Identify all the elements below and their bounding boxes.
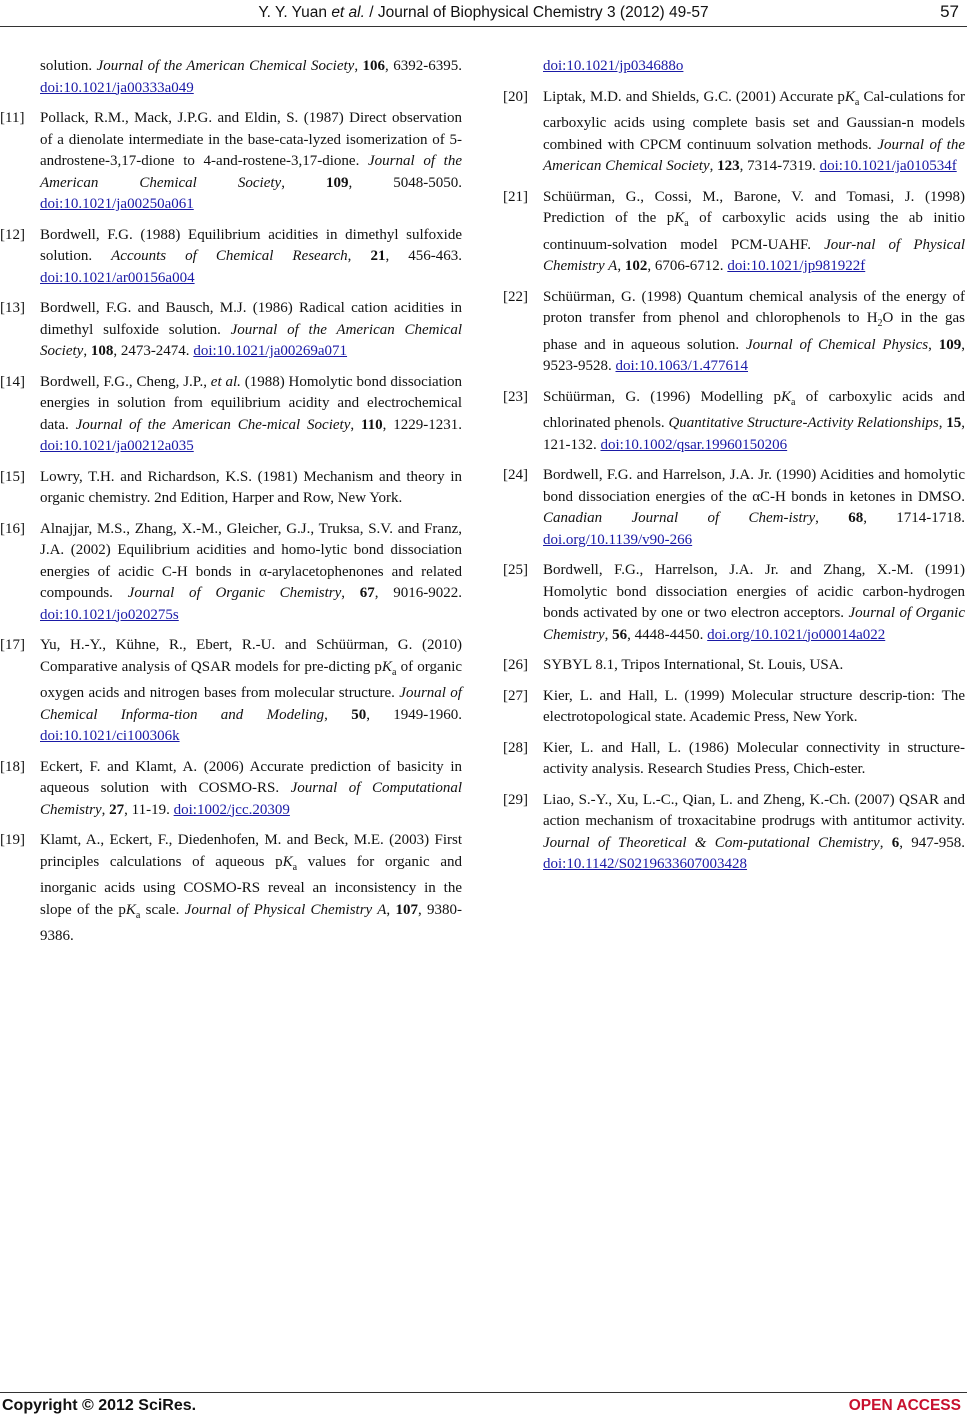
open-access-label: OPEN ACCESS [848, 1397, 961, 1414]
reference-text: Schüürman, G. (1998) Quantum chemical analysis of the energy of proton transfer from phenol and chlorophenols to H [543, 288, 965, 326]
reference-text: , [617, 258, 625, 274]
reference-entry [503, 87, 966, 178]
italic-text: K [674, 210, 685, 226]
reference-text: , 7314-7319. [739, 158, 820, 174]
reference-number: [27] [503, 687, 528, 704]
reference-text: of carboxylic acids using the ab initio continuum-solvation model PCM-UAHF. [543, 210, 965, 253]
subscript: a [391, 666, 397, 678]
reference-text: , [604, 626, 613, 643]
doi-link[interactable]: doi:10.1142/S0219633607003428 [543, 856, 748, 872]
reference-number: [28] [503, 739, 528, 756]
reference-text: Bordwell, F.G. and Harrelson, J.A. Jr. (1990) Acidities and homolytic bond dissociation energies of the αC-H bonds in ketones in DMSO. [543, 467, 965, 505]
reference-text: , 11-19. [124, 801, 174, 818]
left-column [0, 56, 463, 957]
reference-text: Cal-culations for carboxylic acids using complete basis set and Gaussian-n models combined with CPCM continuum solvation methods. [543, 88, 966, 153]
volume-number: 56 [612, 626, 628, 643]
italic-text: Journal of Theoretical & Com-putational Chemistry [543, 834, 880, 851]
doi-link[interactable]: doi:10.1021/ci100306k [40, 728, 180, 744]
doi-link[interactable]: doi:10.1021/jp981922f [727, 258, 866, 274]
reference-text: of carboxylic acids and chlorinated phenols. [543, 388, 966, 431]
volume-number: 21 [370, 248, 386, 264]
reference-entry [543, 56, 965, 78]
doi-link[interactable]: doi.org/10.1139/v90-266 [543, 531, 693, 548]
doi-link[interactable]: doi:10.1021/ja00333a049 [40, 79, 194, 96]
doi-link[interactable]: doi:10.1021/ar00156a004 [40, 269, 195, 286]
reference-entry [503, 738, 965, 781]
reference-entry [503, 790, 966, 876]
reference-text: , 121-132. [543, 415, 965, 453]
volume-number: 102 [624, 258, 648, 274]
reference-text: Liao, S.-Y., Xu, L.-C., Qian, L. and Zheng, K.-Ch. (2007) QSAR and action mechanism of troxacitabine prodrugs with antitumor activity. [543, 791, 965, 829]
italic-text: Journal of Organic Chemistry [127, 585, 342, 601]
reference-entry [0, 298, 463, 363]
reference-text: , [281, 174, 326, 191]
doi-link[interactable]: doi:1002/jcc.20309 [173, 801, 290, 818]
volume-number: 107 [395, 901, 418, 918]
right-column [503, 56, 966, 885]
reference-text: , [879, 834, 892, 851]
reference-text: , [347, 248, 371, 264]
italic-text: K [844, 88, 855, 105]
volume-number: 109 [325, 174, 349, 191]
reference-text: Klamt, A., Eckert, F., Diedenhofen, M. and Beck, M.E. (2003) First principles calculations of aqueous p [40, 832, 462, 870]
italic-text: Journal of Chemical Physics [745, 336, 929, 353]
reference-text: of organic oxygen acids and nitrogen bases from molecular structure. [40, 658, 463, 701]
volume-number: 108 [90, 343, 114, 359]
reference-text: , 4448-4450. [627, 626, 708, 643]
reference-number: [16] [0, 520, 25, 537]
italic-text: Jour-nal of Physical Chemistry A [543, 236, 965, 274]
reference-entry [503, 560, 965, 646]
reference-entry [40, 56, 462, 99]
page-number: 57 [940, 2, 959, 21]
subscript: 2 [877, 318, 883, 329]
reference-number: [25] [503, 562, 528, 578]
italic-text: K [780, 388, 791, 405]
doi-link[interactable]: doi:10.1021/ja010534f [819, 158, 957, 174]
reference-text: Schüürman, G. (1996) Modelling p [543, 388, 781, 405]
doi-link[interactable]: doi:10.1021/jp034688o [543, 58, 684, 74]
subscript: a [135, 909, 141, 921]
reference-text: , [709, 158, 718, 174]
reference-text: Lowry, T.H. and Richardson, K.S. (1981) Mechanism and theory in organic chemistry. 2nd Edition, Harper and Row, New York. [40, 468, 462, 506]
italic-text: K [125, 901, 136, 918]
doi-link[interactable]: doi:10.1021/ja00250a061 [40, 196, 194, 212]
doi-link[interactable]: doi:10.1021/ja00269a071 [193, 343, 348, 359]
subscript: a [854, 96, 860, 108]
reference-text: , 2473-2474. [113, 343, 194, 359]
reference-text: , 456-463. [385, 248, 463, 264]
running-head-etal: et al. [331, 4, 365, 21]
italic-text: Journal of Organic Chemistry [543, 605, 965, 643]
italic-text: Journal of the American Chemical Society [40, 153, 462, 191]
reference-entry [503, 187, 965, 278]
reference-text: , 6392-6395. [385, 58, 462, 74]
reference-text: , [101, 801, 110, 818]
reference-number: [19] [0, 832, 25, 848]
reference-text: Yu, H.-Y., Kühne, R., Ebert, R.-U. and Schüürman, G. (2010) Comparative analysis of QSAR models for pre-dicting p [40, 637, 462, 675]
reference-entry [0, 372, 463, 458]
reference-text: , 1229-1231. [382, 416, 463, 433]
reference-number: [15] [0, 468, 25, 485]
subscript: a [790, 396, 796, 408]
copyright-notice: Copyright © 2012 SciRes. [2, 1397, 197, 1414]
italic-text: K [381, 658, 392, 675]
italic-text: Journal of the American Chemical Society [96, 58, 355, 74]
reference-entry [503, 655, 965, 677]
italic-text: Quantitative Structure-Activity Relationships [668, 415, 939, 431]
italic-text: Accounts of Chemical Research [111, 248, 348, 264]
italic-text: Journal of the American Che-mical Society [75, 416, 351, 433]
reference-number: [24] [503, 467, 528, 483]
italic-text: Journal of Chemical Informa-tion and Modeling [40, 685, 462, 723]
reference-text: Bordwell, F.G., Cheng, J.P., [40, 373, 211, 390]
volume-number: 123 [717, 158, 740, 174]
volume-number: 27 [109, 801, 125, 818]
reference-number: [26] [503, 657, 528, 673]
italic-text: et al. [210, 373, 241, 390]
reference-text: , 947-958. [899, 834, 966, 851]
reference-number: [18] [0, 758, 25, 775]
doi-link[interactable]: doi:10.1063/1.477614 [615, 358, 749, 374]
reference-entry [0, 108, 462, 216]
reference-entry [503, 465, 965, 551]
volume-number: 68 [848, 510, 864, 526]
reference-text: , 1714-1718. [863, 510, 965, 526]
reference-entry [503, 387, 966, 457]
reference-text: , [386, 901, 396, 918]
reference-number: [23] [503, 388, 528, 405]
reference-text: Alnajjar, M.S., Zhang, X.-M., Gleicher, G.J., Truksa, S.V. and Franz, J.A. (2002) Equilibrium acidities and homo-lytic bond dissociation energies of acidic C-H bonds in α-arylacetophenones and related compounds. [40, 520, 462, 601]
reference-text: , [83, 343, 91, 359]
reference-text: SYBYL 8.1, Tripos International, St. Louis, USA. [543, 657, 844, 673]
volume-number: 6 [891, 834, 900, 851]
volume-number: 50 [351, 706, 367, 723]
reference-number: [11] [0, 110, 25, 126]
reference-number: [22] [503, 288, 528, 305]
running-head [0, 4, 967, 22]
italic-text: K [282, 853, 293, 870]
reference-text: , 9016-9022. [374, 585, 463, 601]
reference-text: , 9380-9386. [40, 901, 462, 944]
italic-text: Journal of the American Chemical Society [40, 321, 463, 359]
reference-text: , [928, 336, 939, 353]
reference-text: Bordwell, F.G. and Bausch, M.J. (1986) Radical cation acidities in dimethyl sulfoxide solution. [40, 300, 462, 338]
header-rule [0, 26, 967, 27]
volume-number: 110 [360, 416, 383, 433]
doi-link[interactable]: doi:10.1021/jo020275s [40, 606, 179, 623]
reference-entry [0, 467, 462, 510]
reference-entry [0, 757, 462, 822]
doi-link[interactable]: doi:10.1021/ja00212a035 [40, 438, 194, 454]
reference-number: [29] [503, 791, 528, 808]
reference-entry [503, 287, 966, 378]
reference-number: [17] [0, 637, 25, 653]
reference-text: values for organic and inorganic acids using COSMO-RS reveal an inconsistency in the slope of the p [40, 853, 462, 918]
reference-text: , [938, 415, 947, 431]
reference-number: [20] [503, 88, 528, 105]
reference-text: Kier, L. and Hall, L. (1999) Molecular structure descrip-tion: The electrotopological state. Academic Press, New York. [543, 687, 965, 725]
running-head-authors: Y. Y. Yuan [258, 4, 332, 21]
subscript: a [292, 861, 298, 873]
subscript: a [684, 218, 689, 229]
reference-text: , [324, 706, 352, 723]
reference-text: Bordwell, F.G. (1988) Equilibrium acidities in dimethyl sulfoxide solution. [40, 226, 462, 264]
volume-number: 106 [362, 58, 386, 74]
reference-number: [12] [0, 226, 25, 243]
running-head-journal: / Journal of Biophysical Chemistry 3 (2012) 49-57 [364, 4, 709, 21]
volume-number: 67 [359, 585, 375, 601]
reference-text: Kier, L. and Hall, L. (1986) Molecular connectivity in structure-activity analysis. Research Studies Press, Chich-ester. [543, 739, 965, 777]
reference-text: , [350, 416, 361, 433]
reference-text: Bordwell, F.G., Harrelson, J.A. Jr. and Zhang, X.-M. (1991) Homolytic bond dissociation energies of acidic carbon-hydrogen bonds activated by one or two electron acceptors. [543, 562, 965, 621]
reference-text: Eckert, F. and Klamt, A. (2006) Accurate prediction of basicity in aqueous solution with COSMO-RS. [40, 758, 462, 796]
reference-entry [0, 519, 463, 627]
reference-text: (1988) Homolytic bond dissociation energies in solution from equilibrium acidity and electrochemical data. [40, 373, 462, 433]
reference-text: , [354, 58, 363, 74]
reference-number: [21] [503, 188, 528, 205]
footer-rule [0, 1392, 967, 1393]
reference-text: , [341, 585, 360, 601]
doi-link[interactable]: doi:10.1002/qsar.19960150206 [600, 436, 788, 453]
reference-text: Schüürman, G., Cossi, M., Barone, V. and Tomasi, J. (1998) Prediction of the p [543, 188, 965, 226]
reference-entry [503, 686, 965, 729]
reference-text: , 6706-6712. [647, 258, 728, 274]
reference-text: solution. [40, 58, 97, 74]
reference-text: O in the gas phase and in aqueous solution. [543, 310, 965, 353]
volume-number: 109 [938, 336, 962, 353]
reference-text: , [815, 510, 849, 526]
italic-text: Journal of Computational Chemistry [40, 780, 462, 818]
reference-entry [0, 830, 462, 948]
reference-text: Pollack, R.M., Mack, J.P.G. and Eldin, S. (1987) Direct observation of a dienolate intermediate in the base-cata-lyzed isomerization of 5-androstene-3,17-dione to 4-and-rostene-3,17-dione. [40, 110, 462, 169]
doi-link[interactable]: doi.org/10.1021/jo00014a022 [707, 626, 886, 643]
reference-text: , 5048-5050. [348, 174, 462, 191]
italic-text: Canadian Journal of Chem-istry [543, 510, 816, 526]
reference-text: scale. [140, 901, 185, 918]
reference-text: , 1949-1960. [366, 706, 463, 723]
italic-text: Journal of the American Chemical Society [543, 136, 966, 174]
volume-number: 15 [946, 415, 962, 431]
reference-text: , 9523-9528. [543, 336, 966, 374]
reference-number: [13] [0, 300, 25, 316]
italic-text: Journal of Physical Chemistry A [184, 901, 387, 918]
reference-entry [0, 225, 463, 290]
reference-number: [14] [0, 373, 25, 390]
reference-text: Liptak, M.D. and Shields, G.C. (2001) Accurate p [543, 88, 845, 105]
reference-entry [0, 635, 463, 748]
